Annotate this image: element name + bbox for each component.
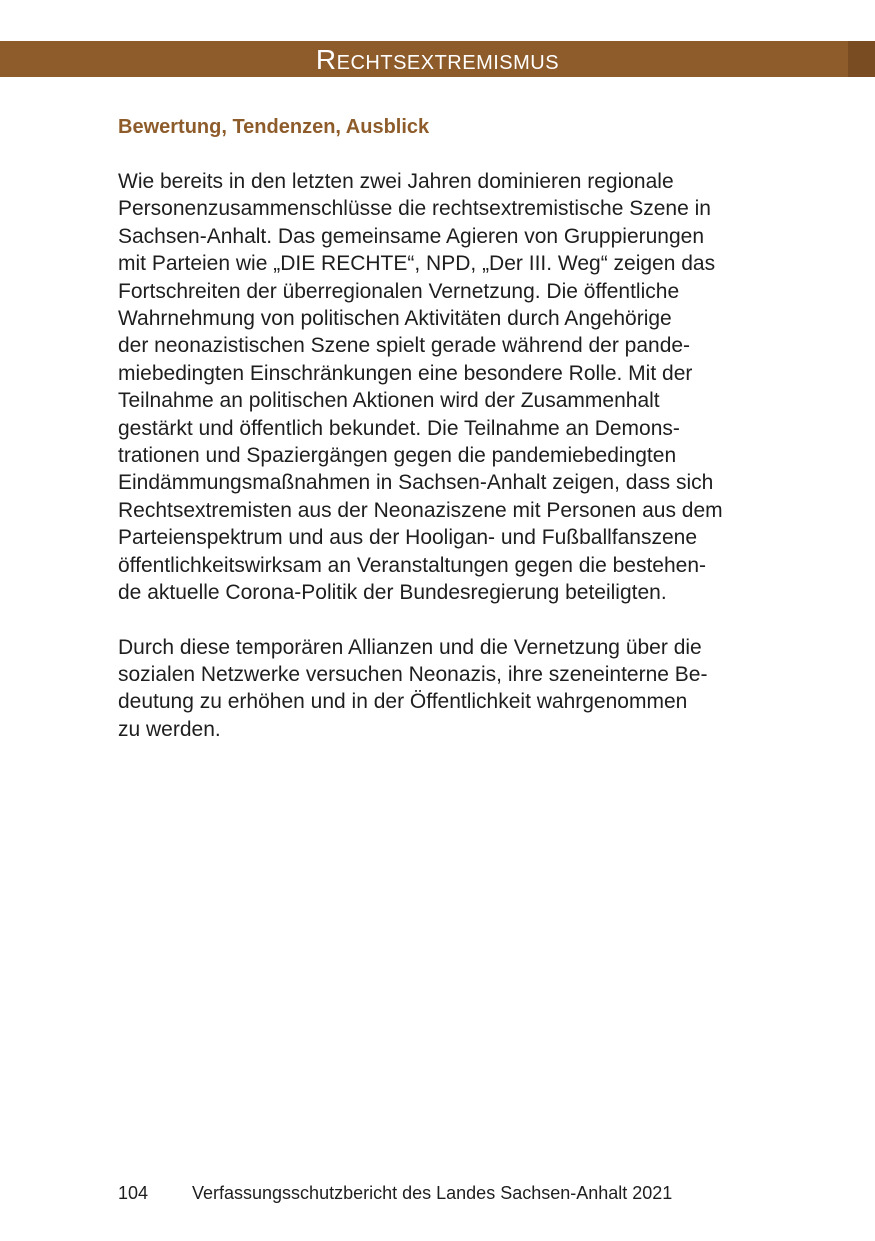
publication-title: Verfassungsschutzbericht des Landes Sachsen-Anhalt 2021	[192, 1183, 673, 1203]
page-footer	[118, 1180, 672, 1206]
page-number: 104	[118, 1183, 149, 1203]
paragraph-2: Durch diese temporären Allianzen und die Vernetzung über die sozialen Netzwerke versuchen Neonazis, ihre szeneinterne Be- deutung zu erhöhen und in der Öffentlichkeit wahrgenommen zu werden.	[118, 635, 708, 741]
paragraph-1: Wie bereits in den letzten zwei Jahren dominieren regionale Personenzusammenschlüsse die rechtsextremistische Szene in Sachsen-Anhalt. Das gemeinsame Agieren von Gruppierungen mit Parteien wie „DIE RECHTE“, NPD, „Der III. Weg“ zeigen das Fortschreiten der überregionalen Vernetzung. Die öffentliche Wahrnehmung von politischen Aktivitäten durch Angehörige der neonazistischen Szene spielt gerade während der pande- miebedingten Einschränkungen eine besondere Rolle. Mit der Teilnahme an politischen Aktionen wird der Zusammenhalt gestärkt und öffentlich bekundet. Die Teilnahme an Demons- trationen und Spaziergängen gegen die pandemiebedingten Eindämmungsmaßnahmen in Sachsen-Anhalt zeigen, dass sich Rechtsextremisten aus der Neonaziszene mit Personen aus dem Parteienspektrum und aus der Hooligan- und Fußballfanszene öffentlichkeitswirksam an Veranstaltungen gegen die bestehen- de aktuelle Corona-Politik der Bundesregierung beteiligten.	[118, 170, 723, 605]
body-text	[118, 168, 768, 770]
chapter-title: Rechtsextremismus	[315, 44, 560, 75]
chapter-header-bar	[0, 41, 875, 77]
section-heading: Bewertung, Tendenzen, Ausblick	[118, 116, 430, 138]
